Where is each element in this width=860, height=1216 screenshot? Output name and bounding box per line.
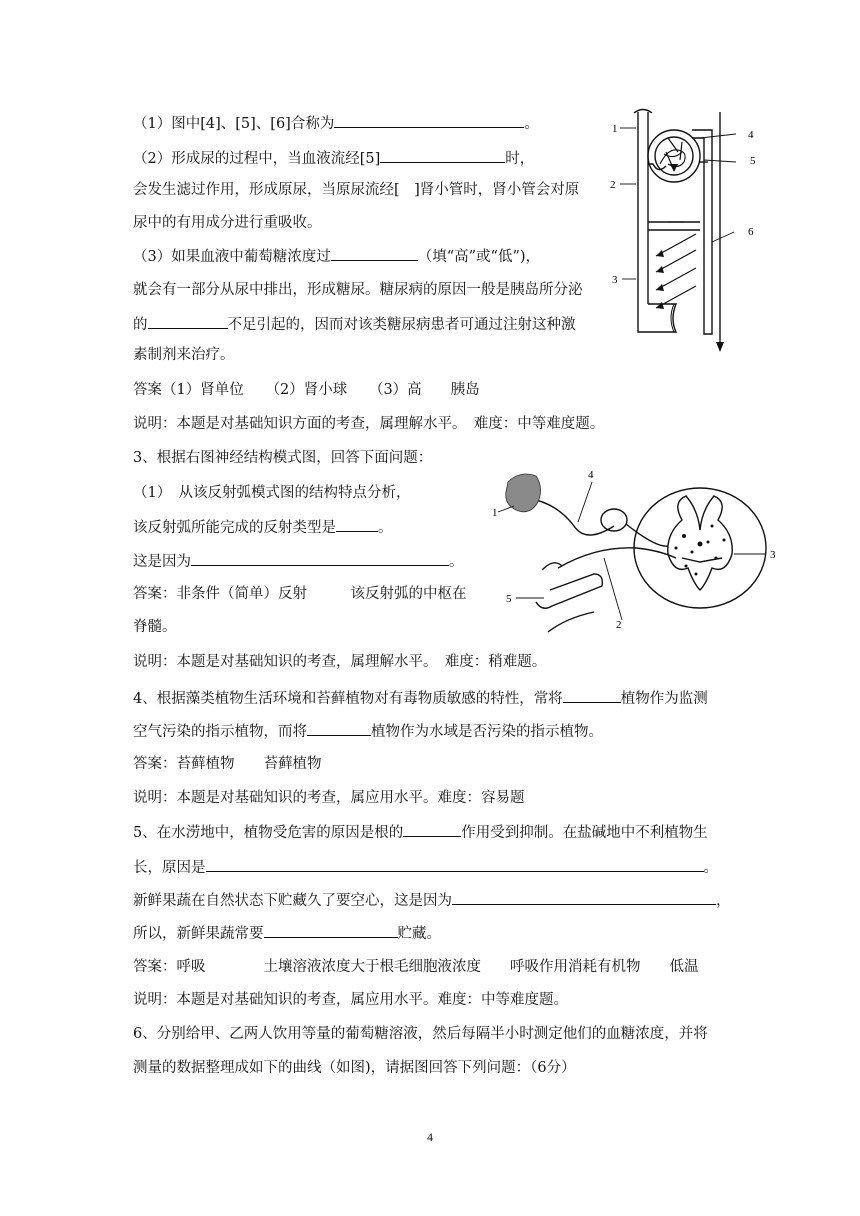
q4-note: 说明：本题是对基础知识的考查，属应用水平。难度：容易题 — [133, 790, 525, 806]
answer-blank — [380, 147, 505, 163]
q5-line-1 — [133, 821, 708, 843]
q4-line-1 — [133, 687, 708, 709]
q6-line-1: 6、分别给甲、乙两人饮用等量的葡萄糖溶液，然后每隔半小时测定他们的血糖浓度，并将 — [133, 1026, 708, 1042]
reflex-arc-diagram — [486, 462, 786, 640]
label-3: 3 — [770, 549, 776, 561]
q5-answer: 答案：呼吸 土壤溶液浓度大于根毛细胞液浓度 呼吸作用消耗有机物 低温 — [133, 959, 699, 975]
text: 。 — [449, 554, 464, 570]
text: ， — [716, 893, 731, 909]
answer-blank — [206, 856, 704, 872]
answer-blank — [563, 687, 621, 703]
text: 长，原因是 — [133, 860, 206, 876]
answer-blank — [191, 550, 449, 566]
q-kidney-line-5 — [133, 245, 540, 267]
q-kidney-line-7 — [133, 313, 576, 335]
q3-line-2 — [133, 516, 393, 538]
answer-blank — [148, 313, 228, 329]
answer-blank — [307, 720, 371, 736]
q5-note: 说明：本题是对基础知识的考查，属应用水平。难度：中等难度题。 — [133, 992, 568, 1008]
text: （填“高”或“低”)， — [417, 249, 541, 265]
q5-line-4 — [133, 922, 441, 944]
q3-answer: 答案：非条件（简单）反射 该反射弧的中枢在 — [133, 586, 467, 602]
text: 。 — [703, 860, 718, 876]
q-kidney-line-1 — [133, 112, 539, 134]
q-kidney-line-8: 素制剂来治疗。 — [133, 347, 235, 363]
text: 5、在水涝地中，植物受危害的原因是根的 — [133, 825, 404, 841]
label-1: 1 — [612, 123, 618, 135]
text: 植物作为水域是否污染的指示植物。 — [371, 724, 603, 740]
answer-blank — [334, 112, 524, 128]
text: 贮藏。 — [397, 926, 441, 942]
label-4: 4 — [588, 469, 594, 481]
q3-answer-cont: 脊髓。 — [133, 619, 177, 635]
label-1: 1 — [492, 507, 498, 519]
answer-blank — [264, 922, 398, 938]
text: 时， — [505, 151, 535, 167]
label-6: 6 — [748, 226, 754, 238]
q3-line-1: （1） 从该反射弧模式图的结构特点分析， — [133, 485, 411, 501]
q-kidney-answer: 答案（1）肾单位 （2）肾小球 （3）高 胰岛 — [133, 382, 480, 398]
text: 的 — [133, 317, 148, 333]
text: 4、根据藻类植物生活环境和苔藓植物对有毒物质敏感的特性，常将 — [133, 691, 563, 707]
label-3: 3 — [612, 274, 618, 286]
label-2: 2 — [610, 179, 616, 191]
q6-line-2: 测量的数据整理成如下的曲线（如图)，请据图回答下列问题：（6分） — [133, 1060, 576, 1076]
q3-note: 说明：本题是对基础知识的考查，属理解水平。 难度：稍难题。 — [133, 654, 547, 670]
q3-line-3 — [133, 550, 464, 572]
q-kidney-line-4: 尿中的有用成分进行重吸收。 — [133, 215, 322, 231]
q4-line-2 — [133, 720, 603, 742]
text: 这是因为 — [133, 554, 191, 570]
text: 作用受到抑制。在盐碱地中不利植物生 — [461, 825, 708, 841]
q5-line-3 — [133, 889, 731, 911]
text: 所以，新鲜果蔬常要 — [133, 926, 264, 942]
q3-title: 3、根据右图神经结构模式图，回答下面问题： — [133, 450, 433, 466]
answer-blank — [403, 821, 461, 837]
label-5: 5 — [506, 593, 512, 605]
label-4: 4 — [748, 129, 754, 141]
text: 。 — [524, 116, 539, 132]
text: 该反射弧所能完成的反射类型是 — [133, 520, 336, 536]
q-kidney-line-6: 就会有一部分从尿中排出，形成糖尿。糖尿病的原因一般是胰岛所分泌 — [133, 282, 583, 298]
label-2: 2 — [616, 619, 622, 631]
text: （3）如果血液中葡萄糖浓度过 — [133, 249, 331, 265]
q5-line-2 — [133, 856, 718, 878]
answer-blank — [452, 889, 716, 905]
text: 空气污染的指示植物，而将 — [133, 724, 307, 740]
label-5: 5 — [750, 155, 756, 167]
text: 植物作为监测 — [620, 691, 708, 707]
answer-blank — [336, 516, 378, 532]
text: （2）形成尿的过程中，当血液流经[5] — [133, 151, 381, 167]
q-kidney-note: 说明：本题是对基础知识方面的考查，属理解水平。 难度：中等难度题。 — [133, 416, 605, 432]
text: （1）图中[4]、[5]、[6]合称为 — [133, 116, 335, 132]
page-number: 4 — [427, 1130, 433, 1144]
text: 不足引起的，因而对该类糖尿病患者可通过注射这种激 — [227, 317, 576, 333]
text: 。 — [378, 520, 393, 536]
nephron-diagram — [608, 104, 778, 359]
q-kidney-line-2 — [133, 147, 534, 169]
q-kidney-line-3: 会发生滤过作用，形成原尿，当原尿流经[ ]肾小管时，肾小管会对原 — [133, 182, 580, 198]
q4-answer: 答案：苔藓植物 苔藓植物 — [133, 756, 322, 772]
answer-blank — [331, 245, 418, 261]
text: 新鲜果蔬在自然状态下贮藏久了要空心，这是因为 — [133, 893, 452, 909]
